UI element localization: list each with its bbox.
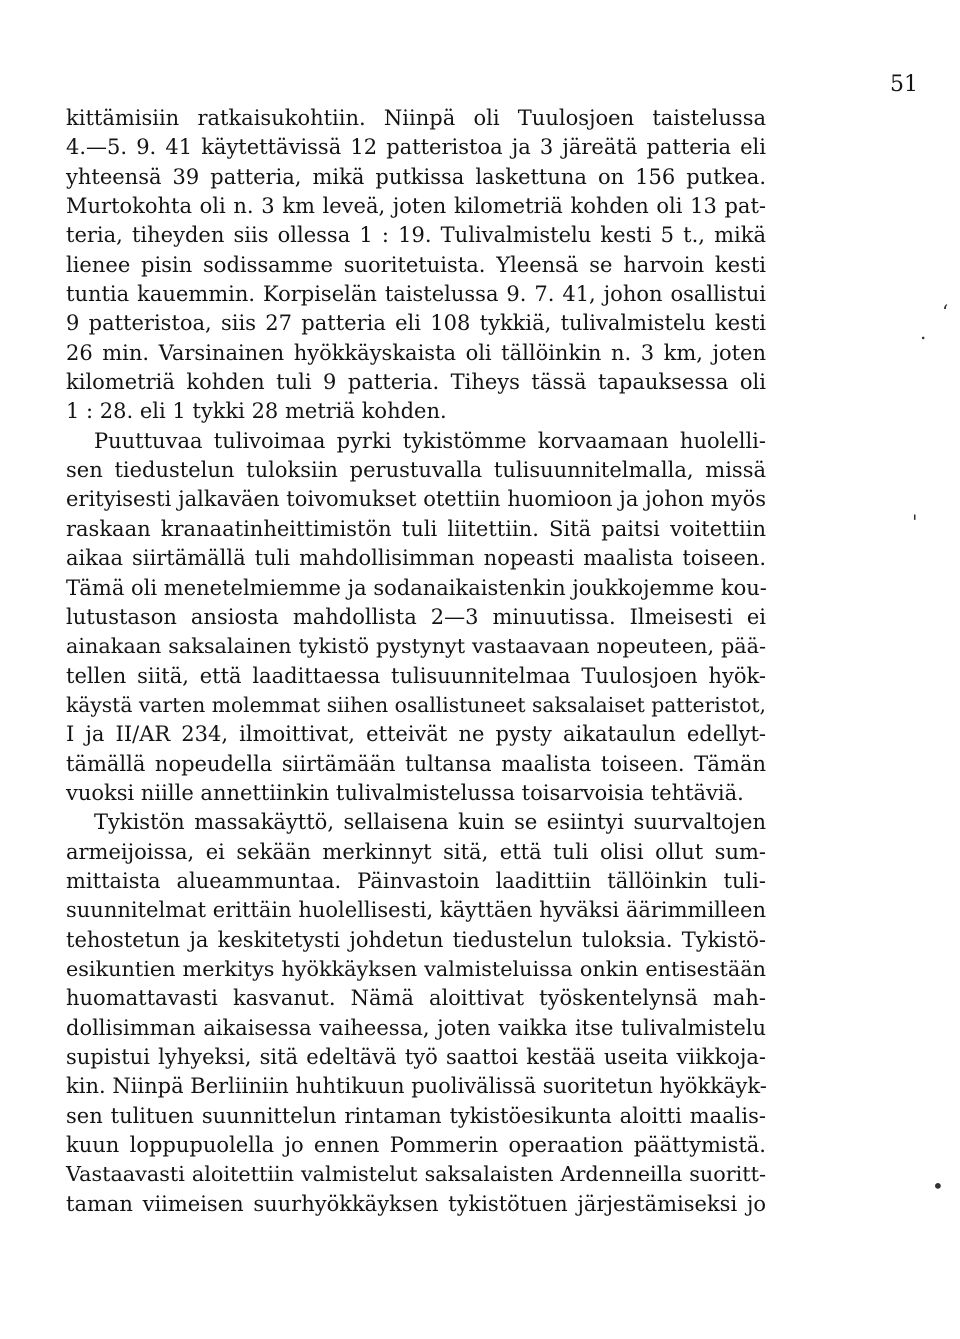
- stray-mark: ‘: [942, 300, 949, 324]
- text-line: tämällä nopeudella siirtämään tultansa maalista toiseen. Tämän: [66, 751, 766, 776]
- body-text: [66, 104, 766, 1219]
- text-line: Tämä oli menetelmiemme ja sodanaikaistenkin joukkojemme kou-: [66, 575, 767, 600]
- text-line: kittämisiin ratkaisukohtiin. Niinpä oli Tuulosjoen taistelussa: [66, 106, 766, 130]
- text-line: 1 : 28. eli 1 tykki 28 metriä kohden.: [66, 399, 447, 424]
- text-line: käystä varten molemmat siihen osallistuneet saksalaiset patteristot,: [66, 692, 766, 717]
- text-line: taman viimeisen suurhyökkäyksen tykistötuen järjestämiseksi jo: [66, 1191, 766, 1216]
- text-line: huomattavasti kasvanut. Nämä aloittivat työskentelynsä mah-: [66, 986, 766, 1011]
- text-line: suunnitelmat erittäin huolellisesti, käyttäen hyväksi äärimmilleen: [66, 898, 766, 923]
- text-line: yhteensä 39 patteria, mikä putkissa laskettuna on 156 putkea.: [66, 164, 766, 189]
- text-line: kin. Niinpä Berliiniin huhtikuun puolivälissä suoritetun hyökkäyk-: [66, 1074, 767, 1099]
- text-line: aikaa siirtämällä tuli mahdollisimman nopeasti maalista toiseen.: [66, 546, 766, 571]
- text-line: Vastaavasti aloitettiin valmistelut saksalaisten Ardenneilla suoritt-: [66, 1162, 766, 1187]
- stray-mark: •: [932, 1174, 944, 1198]
- text-line: sen tulituen suunnittelun rintaman tykistöesikunta aloitti maalis-: [66, 1103, 766, 1128]
- text-line: kuun loppupuolella jo ennen Pommerin operaation päättymistä.: [66, 1133, 766, 1158]
- text-line: lienee pisin sodissamme suoritetuista. Yleensä se harvoin kesti: [66, 252, 766, 277]
- text-line: 26 min. Varsinainen hyökkäyskaista oli tällöinkin n. 3 km, joten: [66, 340, 766, 365]
- text-line: armeijoissa, ei sekään merkinnyt sitä, että tuli olisi ollut sum-: [66, 839, 766, 864]
- text-line: vuoksi niille annettiinkin tulivalmistelussa toisarvoisia tehtäviä.: [66, 780, 744, 805]
- text-line: Murtokohta oli n. 3 km leveä, joten kilometriä kohden oli 13 pat-: [66, 194, 766, 219]
- text-line: Puuttuvaa tulivoimaa pyrki tykistömme korvaamaan huolelli-: [94, 428, 766, 453]
- text-line: tuntia kauemmin. Korpiselän taistelussa 9. 7. 41, johon osallistui: [66, 282, 766, 307]
- text-line: tellen siitä, että laadittaessa tulisuunnitelmaa Tuulosjoen hyök-: [66, 663, 766, 688]
- text-line: esikuntien merkitys hyökkäyksen valmisteluissa onkin entisestään: [66, 956, 766, 981]
- text-line: sen tiedustelun tuloksiin perustuvalla tulisuunnitelmalla, missä: [66, 458, 766, 483]
- text-line: erityisesti jalkaväen toivomukset otettiin huomioon ja johon myös: [66, 487, 766, 512]
- page-number: 51: [890, 72, 918, 97]
- text-line: teria, tiheyden siis ollessa 1 : 19. Tulivalmistelu kesti 5 t., mikä: [66, 223, 766, 248]
- stray-mark: ': [912, 510, 918, 534]
- text-line: dollisimman aikaisessa vaiheessa, joten vaikka itse tulivalmistelu: [66, 1015, 766, 1040]
- text-line: kilometriä kohden tuli 9 patteria. Tiheys tässä tapauksessa oli: [66, 370, 766, 395]
- text-line: tehostetun ja keskitetysti johdetun tiedustelun tuloksia. Tykistö-: [66, 927, 766, 952]
- text-line: I ja II/AR 234, ilmoittivat, etteivät ne pysty aikataulun edellyt-: [66, 722, 766, 747]
- text-line: ainakaan saksalainen tykistö pystynyt vastaavaan nopeuteen, pää-: [66, 634, 766, 659]
- text-line: 9 patteristoa, siis 27 patteria eli 108 tykkiä, tulivalmistelu kesti: [66, 311, 766, 336]
- text-line: supistui lyhyeksi, sitä edeltävä työ saattoi kestää useita viikkoja-: [66, 1045, 766, 1069]
- text-line: raskaan kranaatinheittimistön tuli liitettiin. Sitä paitsi voitettiin: [66, 516, 766, 541]
- text-line: lutustason ansiosta mahdollista 2—3 minuutissa. Ilmeisesti ei: [66, 604, 766, 629]
- text-line: 4.—5. 9. 41 käytettävissä 12 patteristoa ja 3 järeätä patteria eli: [66, 135, 766, 160]
- stray-mark: .: [920, 320, 927, 344]
- text-line: mittaista alueammuntaa. Päinvastoin laadittiin tällöinkin tuli-: [66, 868, 766, 893]
- text-line: Tykistön massakäyttö, sellaisena kuin se esiintyi suurvaltojen: [94, 810, 766, 835]
